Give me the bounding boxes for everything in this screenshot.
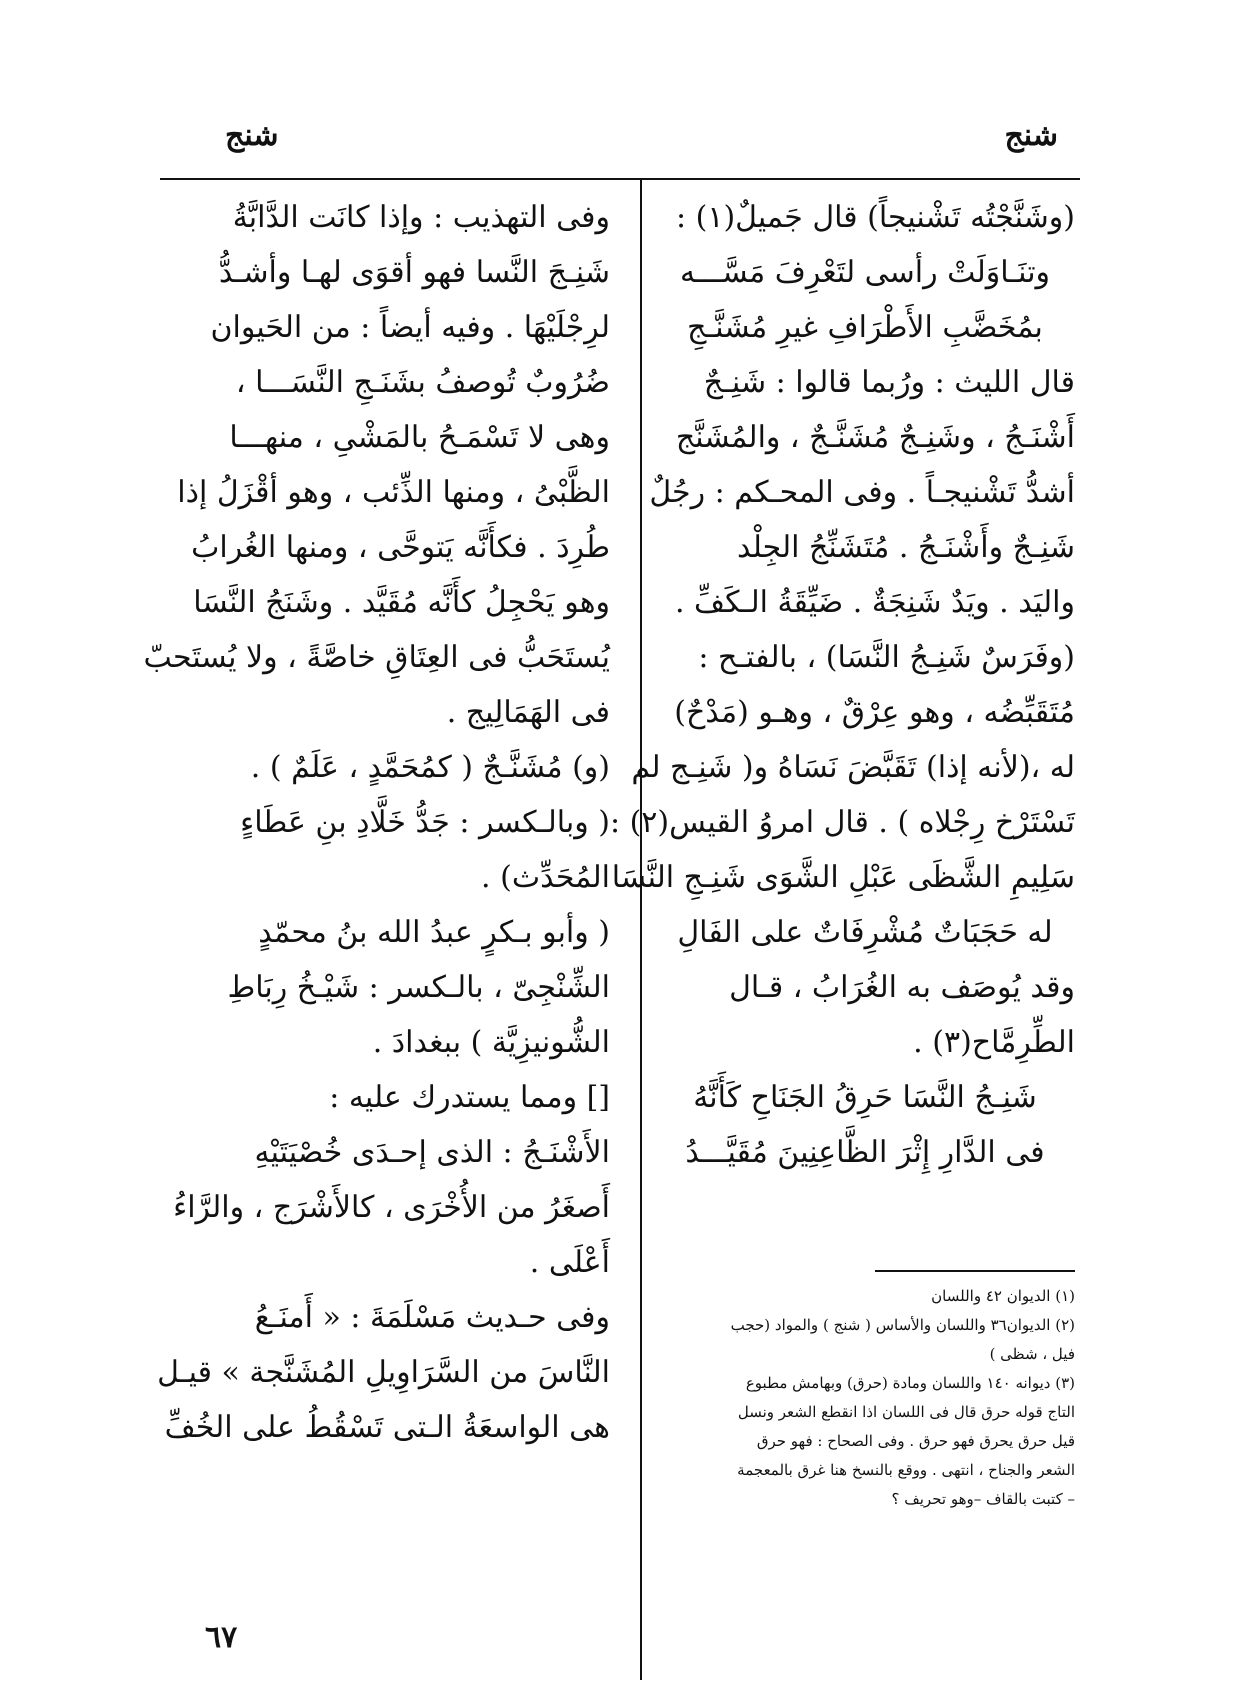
verse-line: بمُخَضَّبِ الأَطْرَافِ غيرِ مُشَنَّـجِ	[687, 310, 1043, 345]
text-line: يُستَحَبُّ فى العِتَاقِ خاصَّةً ، ولا يُستَحبّ	[143, 640, 610, 675]
text-line: قال الليث : ورُبما قالوا : شَنِـجٌ	[703, 365, 1075, 400]
text-line: طُرِدَ . فكأَنَّه يَتوحَّى ، ومنها الغُرابُ	[191, 530, 610, 565]
text-line: أشدُّ تَشْنيجـاً . وفى المحـكم : رجُلٌ	[649, 475, 1075, 510]
footnote-rule	[875, 1270, 1075, 1272]
text-line: وهى لا تَسْمَـحُ بالمَشْىِ ، منهـــا	[229, 420, 610, 455]
footnote-line: التاج قوله حرق قال فى اللسان اذا انقطع الشعر ونسل	[737, 1403, 1075, 1421]
footnote-line: (٢) الديوان٣٦ واللسان والأساس ( شنج ) والمواد (حجب	[730, 1316, 1075, 1334]
verse-line: شَنِـجُ النَّسَا حَرِقُ الجَنَاحِ كَأَنَّهُ	[693, 1080, 1037, 1115]
text-line: له ،(لأنه إذا) تَقَبَّضَ نَسَاهُ و( شَنِـج لم	[631, 750, 1075, 785]
footnotes	[655, 1282, 1075, 1514]
footnote-line: (٣) ديوانه ١٤٠ واللسان ومادة (حرق) وبهامش مطبوع	[745, 1374, 1075, 1392]
text-line: أَعْلَى .	[529, 1245, 610, 1280]
column-divider	[640, 178, 642, 1680]
page-number: ٦٧	[205, 1620, 238, 1655]
text-line: ضُرُوبٌ تُوصفُ بشَنَـجِ النَّسَـــا ،	[235, 365, 610, 400]
text-line: الشُّونيزِيَّة ) ببغدادَ .	[372, 1025, 610, 1060]
left-column	[143, 190, 610, 1455]
text-line: الأَشْنَـجُ : الذى إحـدَى خُصْيَتَيْهِ	[254, 1135, 610, 1170]
footnote-line: قيل حرق يحرق فهو حرق . وفى الصحاح : فهو حرق	[756, 1432, 1075, 1450]
text-line: (و) مُشَنَّـجٌ ( كمُحَمَّدٍ ، عَلَمٌ ) .	[250, 750, 610, 785]
footnote-line: الشعر والجناح ، انتهى . ووقع بالنسخ هنا غرق بالمعجمة	[737, 1461, 1075, 1479]
footnote-line: فيل ، شظى )	[989, 1345, 1075, 1363]
verse-line: له حَجَبَاتٌ مُشْرِفَاتٌ على الفَالِ	[677, 915, 1053, 950]
text-line: [] ومما يستدرك عليه :	[329, 1080, 610, 1115]
text-line: ( وبالـكسر : جَدُّ خَلَّادِ بنِ عَطَاءٍ	[240, 805, 610, 840]
text-line: هى الواسعَةُ الـتى تَسْقُطُ على الخُفِّ	[164, 1410, 610, 1445]
text-line: أَصغَرُ من الأُخْرَى ، كالأَشْرَج ، والرَّاءُ	[173, 1190, 610, 1225]
text-line: شَنِـجٌ وأَشْنَـجُ . مُتَشَنِّجُ الجِلْد	[736, 530, 1075, 565]
verse-line: وتنَـاوَلَتْ رأسى لتَعْرِفَ مَسَّـــه	[679, 255, 1051, 290]
verse-line: فى الدَّارِ إِثْرَ الظَّاعِنِينَ مُقَيَّـــدُ	[685, 1135, 1045, 1170]
text-line: الشِّنْجِىّ ، بالـكسر : شَيْـخُ رِبَاطِ	[227, 970, 610, 1005]
header-rule	[160, 178, 1080, 180]
text-line: (وفَرَسٌ شَنِـجُ النَّسَا) ، بالفتـح :	[698, 640, 1075, 675]
right-column	[609, 190, 1075, 1180]
text-line: أَشْنَـجُ ، وشَنِـجٌ مُشَنَّـجٌ ، والمُشَنَّج	[675, 420, 1075, 455]
text-line: وهو يَحْجِلُ كأَنَّه مُقَيَّد . وشَنَجُ النَّسَا	[193, 585, 610, 620]
text-line: (وشَنَّجْتُه تَشْنيجاً) قال جَميلٌ(١) :	[675, 200, 1075, 235]
footnote-line: – كتبت بالقاف –وهو تحريف ؟	[891, 1490, 1075, 1508]
header-right-word: شنج	[1004, 118, 1058, 153]
footnote-line: (١) الديوان ٤٢ واللسان	[931, 1287, 1075, 1305]
text-line: وفى حـديث مَسْلَمَةَ : « أَمنَـعُ	[254, 1300, 610, 1335]
text-line: وفى التهذيب : وإذا كانَت الدَّابَّةُ	[232, 200, 610, 235]
text-line: النَّاسَ من السَّرَاوِيلِ المُشَنَّجة » قيـل	[157, 1355, 610, 1390]
text-line: الظَّبْىُ ، ومنها الذِّئب ، وهو أقْزَلُ إذا	[177, 475, 610, 510]
text-line: ( وأبو بـكرٍ عبدُ الله بنُ محمّدٍ	[258, 915, 610, 950]
text-line: فى الهَمَالِيج .	[446, 695, 610, 730]
text-line: وقد يُوصَف به الغُرَابُ ، قـال	[729, 970, 1075, 1005]
text-line: تَسْتَرْخ رِجْلاه ) . قال امروُ القيس(٢) :	[609, 805, 1075, 840]
verse-line: سَلِيمِ الشَّظَى عَبْلِ الشَّوَى شَنِـجِ النَّسَا	[611, 860, 1075, 895]
text-line: الطِّرِمَّاح(٣) .	[913, 1025, 1075, 1060]
text-line: واليَد . ويَدٌ شَنِجَةٌ . ضَيِّقَةُ الـكَفِّ .	[674, 585, 1075, 620]
text-line: لرِجْلَيْهَا . وفيه أيضاً : من الحَيوان	[210, 310, 610, 345]
text-line: شَنِـجَ النَّسا فهو أقوَى لهـا وأشـدُّ	[218, 255, 610, 290]
text-line: مُتَقَبِّضُه ، وهو عِرْقٌ ، وهـو (مَدْحٌ)	[674, 695, 1075, 730]
text-line: المُحَدِّث) .	[481, 860, 610, 895]
header-left-word: شنج	[225, 118, 279, 153]
